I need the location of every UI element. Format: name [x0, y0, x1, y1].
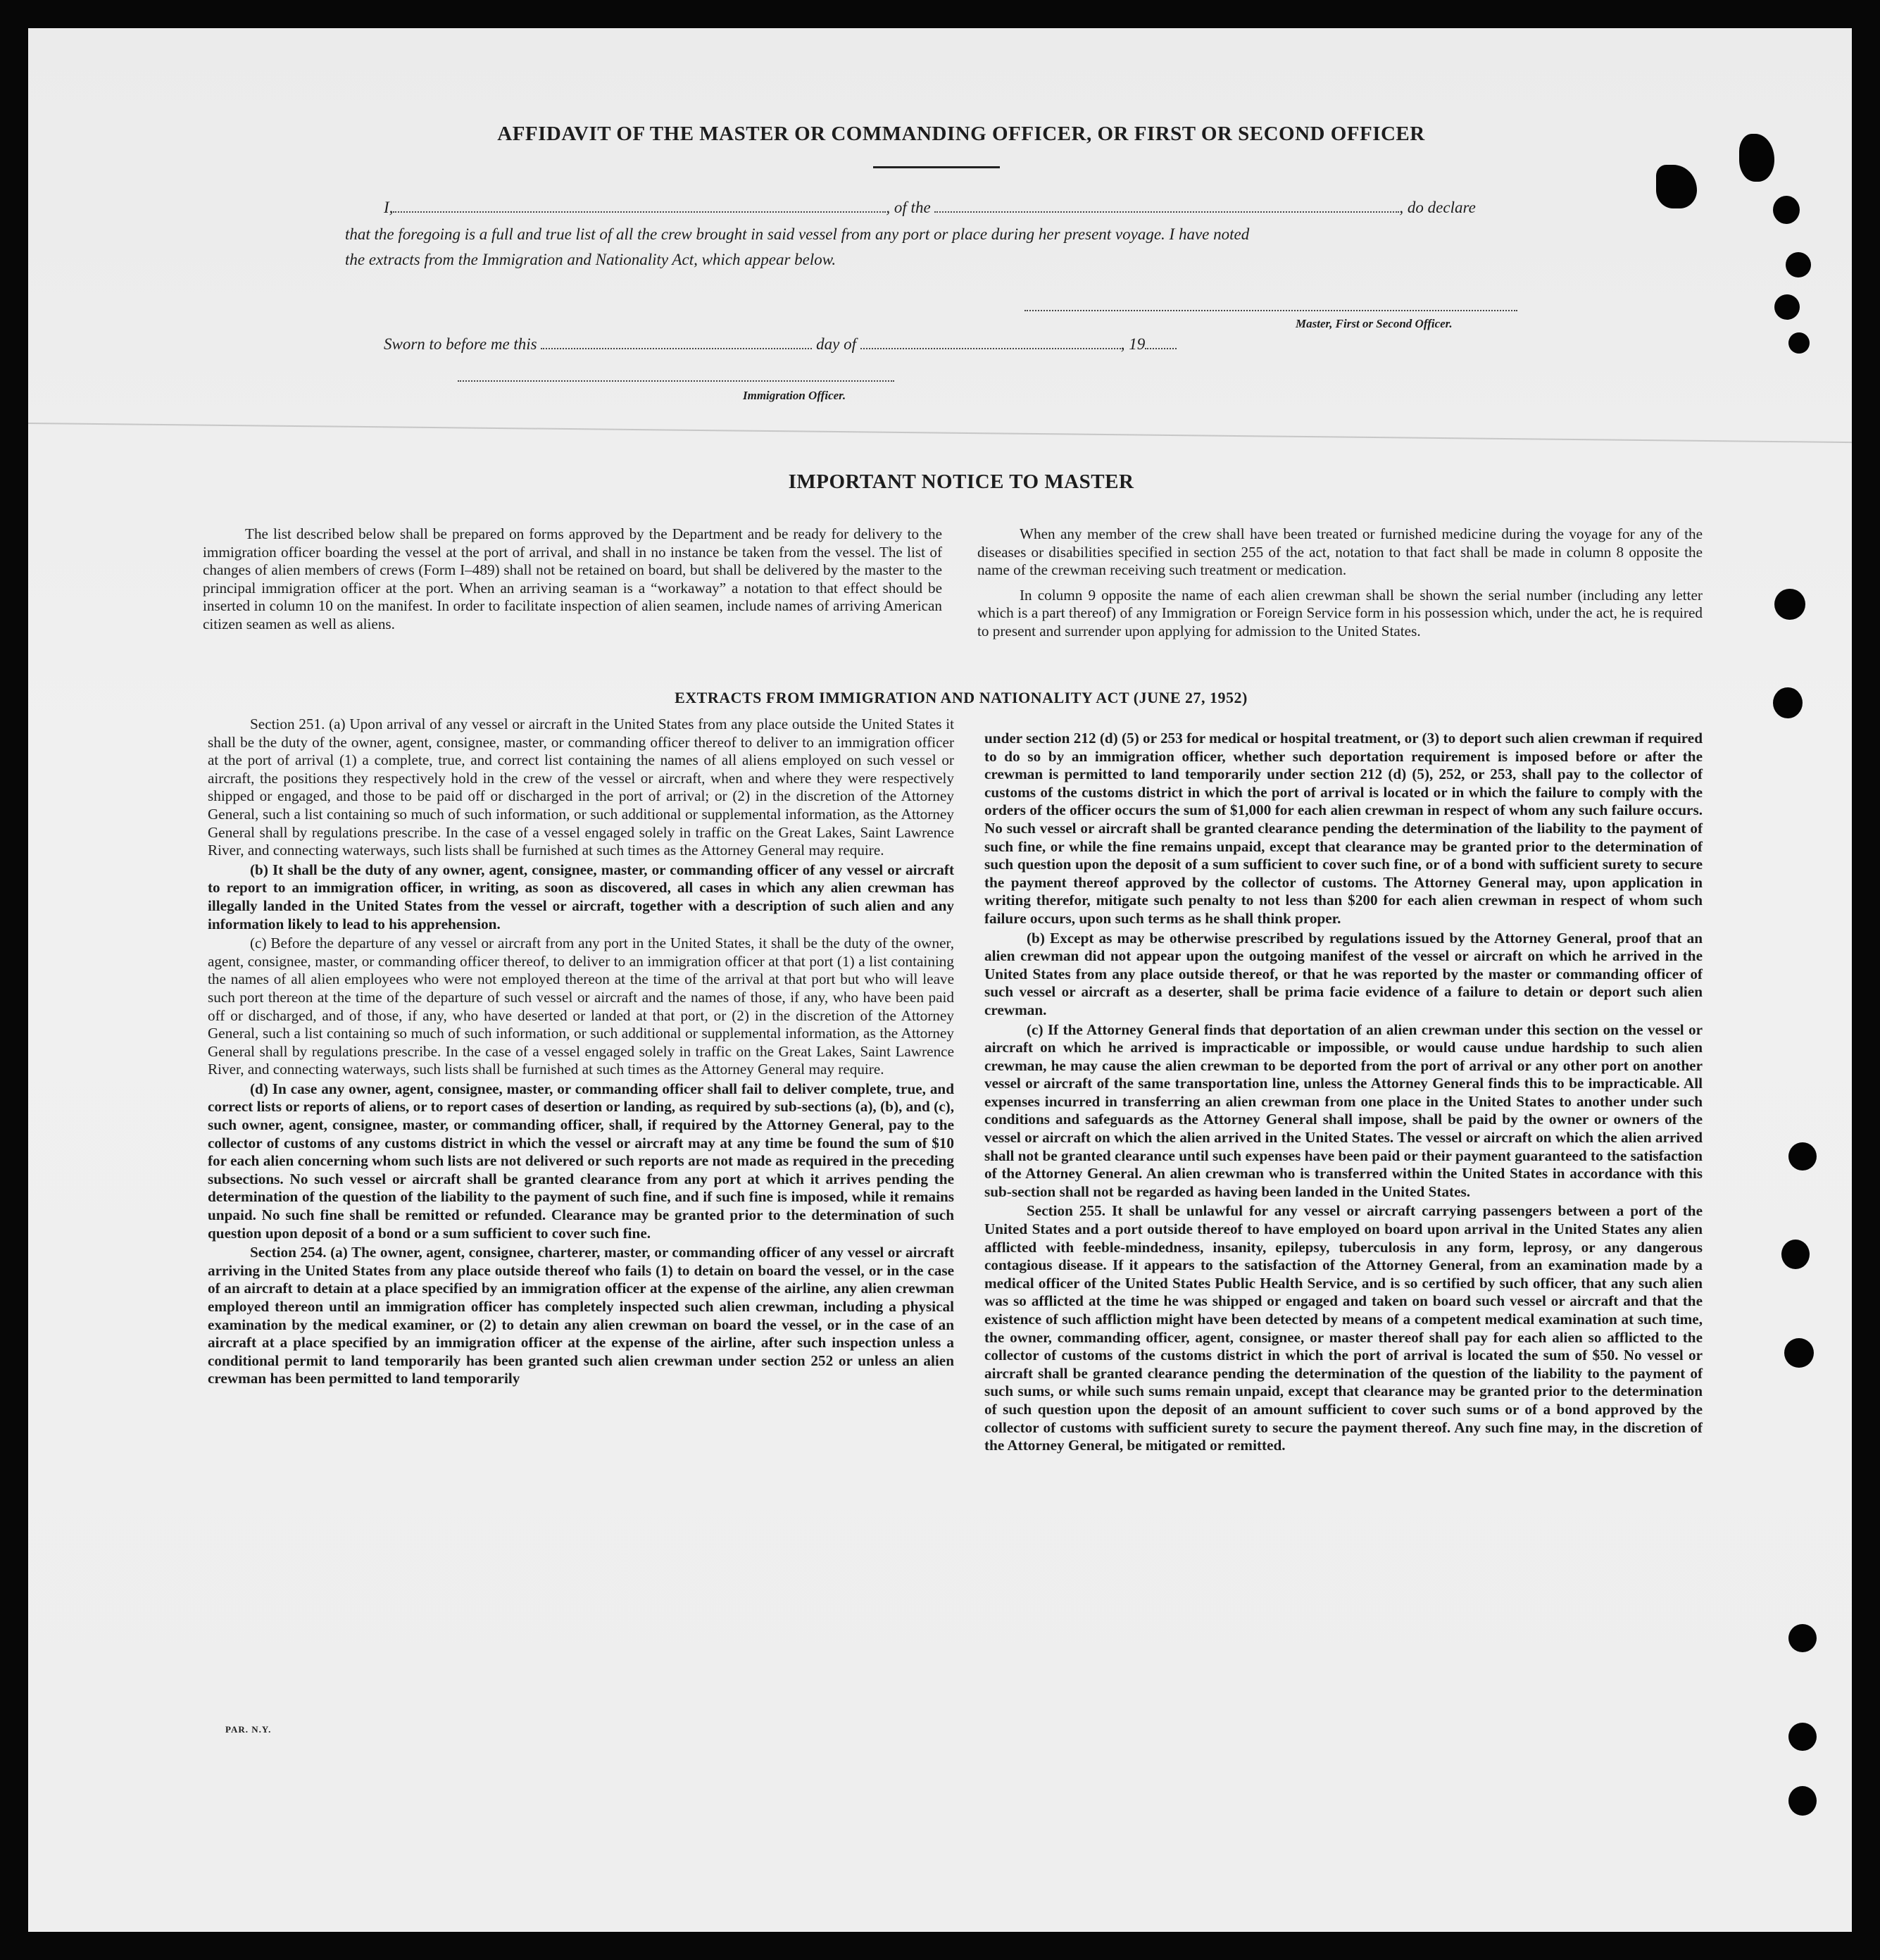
extracts-right-column: [984, 730, 1703, 1456]
notice-right-paragraph-2: In column 9 opposite the name of each alien crewman shall be shown the serial number (including any letter which is a part thereof) of any Immigration or Foreign Service form in his possession which, under the act, he is required to present and surrender upon applying for admission to the United States.: [977, 586, 1703, 639]
title-underline: [873, 166, 1000, 168]
notice-left-column: [203, 525, 942, 635]
section-254-c: (c) If the Attorney General finds that deportation of an alien crewman under this section on the vessel or aircraft on which he arrived is impracticable or impossible, or would cause undue hardship to such alien crewman, he may cause the alien crewman to be deported from the port of arrival or any other port on another vessel or aircraft of the same transportation line, unless the Attorney General finds this to be impracticable. All expenses incurred in transferring an alien crewman from one place in the United States to another under such conditions and safeguards as the Attorney General shall impose, shall be paid by the owner or owners of the vessel or aircraft on which the alien arrived in the United States. The vessel or aircraft on which the alien arrived shall not be granted clearance until such expenses have been paid or their payment guaranteed to the satisfaction of the Attorney General. An alien crewman who is transferred within the United States in accordance with this sub-section shall not be regarded as having been landed in the United States.: [984, 1020, 1703, 1200]
notice-title: IMPORTANT NOTICE TO MASTER: [788, 470, 1134, 493]
section-254-b: (b) Except as may be otherwise prescribed by regulations issued by the Attorney General, proof that an alien crewman did not appear upon the outgoing manifest of the vessel or aircraft on which he arrived in the United States from any place outside thereof, or that he was reported by the master or commanding officer of such vessel or aircraft as a deserter, shall be prima facie evidence of a failure to detain or deport such alien crewman.: [984, 929, 1703, 1018]
notice-right-column: [977, 525, 1703, 648]
punch-hole-8: [1773, 687, 1803, 718]
notice-right-paragraph-1: When any member of the crew shall have been treated or furnished medicine during the voyage for any of the diseases or disabilities specified in section 255 of the act, notation to that fact shall be made in column 8 opposite the name of the crewman receiving such treatment or medication.: [977, 525, 1703, 579]
document-page: [28, 28, 1852, 1932]
affidavit-line-3: the extracts from the Immigration and Nationality Act, which appear below.: [345, 251, 836, 268]
name-blank: [393, 199, 886, 213]
punch-hole-11: [1784, 1338, 1814, 1368]
punch-hole-5: [1774, 294, 1800, 320]
punch-hole-3: [1773, 196, 1800, 224]
section-251-a: Section 251. (a) Upon arrival of any vessel or aircraft in the United States from any place outside the United States it shall be the duty of the owner, agent, consignee, master, or commanding officer thereof to deliver to an immigration officer at the port of arrival (1) a complete, true, and correct list containing the names of all aliens employed on such vessel or aircraft, the positions they respectively hold in the crew of the vessel or aircraft, when and where they were respectively shipped or engaged, and those to be paid off or discharged in the port of arrival; or (2) in the discretion of the Attorney General, such a list containing so much of such information, or such additional or supplemental information, as the Attorney General shall by regulations prescribe. In the case of a vessel engaged solely in traffic on the Great Lakes, Saint Lawrence River, and connecting waterways, such lists shall be furnished at such times as the Attorney General may require.: [208, 716, 954, 859]
affidavit-declare: , do declare: [1399, 199, 1476, 216]
section-255: Section 255. It shall be unlawful for any vessel or aircraft carrying passengers between a port of the United States and a port outside thereof to have employed on board upon arrival in the United States any alien afflicted with feeble-mindedness, insanity, epilepsy, tuberculosis in any form, leprosy, or any dangerous contagious disease. If it appears to the satisfaction of the Attorney General, from an examination made by a medical officer of the United States Public Health Service, and is so certified by such officer, that any such alien was so afflicted at the time he was shipped or engaged and taken on board such vessel or aircraft and that the existence of such affliction might have been detected by means of a competent medical examination at such time, the owner, commanding officer, agent, consignee, or master thereof shall pay for each alien so afflicted to the collector of customs of the customs district in which the port of arrival is located the sum of $50. No vessel or aircraft shall be granted clearance pending the determination of the question of the liability to the payment of such sums, or while such sums remain unpaid, except that clearance may be granted prior to the determination of such question upon the deposit of an amount sufficient to cover such sums or of a bond approved by the collector of customs with sufficient surety to secure the payment thereof. Any such fine may, in the discretion of the Attorney General, be mitigated or remitted.: [984, 1202, 1703, 1454]
day-of-text: day of: [816, 335, 856, 353]
master-label: Master, First or Second Officer.: [1296, 317, 1453, 330]
punch-hole-4: [1786, 252, 1811, 277]
punch-hole-10: [1781, 1240, 1810, 1269]
year-text: , 19: [1120, 335, 1146, 353]
section-251-b: (b) It shall be the duty of any owner, agent, consignee, master, or commanding officer of any vessel or aircraft to report to an immigration officer, in writing, as soon as discovered, all cases in which any alien crewman has illegally landed in the United States from the vessel or aircraft, together with a description of such alien and any information likely to lead to his apprehension.: [208, 861, 954, 932]
punch-hole-9: [1788, 1142, 1817, 1171]
extracts-left-column: [208, 716, 954, 1390]
paper-crease: [28, 423, 1852, 443]
section-251-d: (d) In case any owner, agent, consignee, master, or commanding officer shall fail to deliver complete, true, and correct lists or reports of aliens, or to report cases of desertion or landing, as required by sub-sections (a), (b), and (c), such owner, agent, consignee, master, or commanding officer, shall, if required by the Attorney General, pay to the collector of customs of any customs district in which the vessel or aircraft may at any time be found the sum of $10 for each alien concerning whom such lists are not delivered or such reports are not made as required in the preceding subsections. No such vessel or aircraft shall be granted clearance from any port at which it arrives pending the determination of the question of the liability to the payment of such fine, and if such fine is imposed, while it remains unpaid. No such fine shall be remitted or refunded. Clearance may be granted prior to the determination of such question upon deposit of a bond or a sum sufficient to cover such fine.: [208, 1080, 954, 1242]
section-254-a: Section 254. (a) The owner, agent, consignee, charterer, master, or commanding officer of any vessel or aircraft arriving in the United States from any place outside thereof who fails (1) to detain on board the vessel, or in the case of an aircraft to detain at a place specified by an immigration officer at the expense of the airline, any alien crewman employed thereon until an immigration officer has completely inspected such alien crewman, including a physical examination by the medical examiner, or (2) to detain any alien crewman on board the vessel, or in the case of an aircraft at a place specified by an immigration officer at the expense of the airline, after such inspection unless a conditional permit to land temporarily has been granted such alien crewman under section 252 or unless an alien crewman has been permitted to land temporarily: [208, 1244, 954, 1387]
master-signature-line: [1024, 310, 1517, 311]
affidavit-line-2: that the foregoing is a full and true list of all the crew brought in said vessel from any port or place during her present voyage. I have noted: [345, 225, 1250, 243]
extracts-title: EXTRACTS FROM IMMIGRATION AND NATIONALITY ACT (JUNE 27, 1952): [675, 689, 1248, 706]
punch-hole-14: [1788, 1786, 1817, 1816]
sworn-text: Sworn to before me this: [384, 335, 537, 353]
affidavit-of-the: , of the: [886, 199, 931, 216]
sworn-line: [384, 335, 1177, 354]
punch-hole-12: [1788, 1624, 1817, 1652]
sworn-day-blank: [541, 335, 812, 349]
printer-mark: PAR. N.Y.: [225, 1724, 272, 1735]
immigration-officer-label: Immigration Officer.: [743, 389, 846, 402]
punch-hole-6: [1788, 332, 1810, 354]
affidavit-title: AFFIDAVIT OF THE MASTER OR COMMANDING OFFICER, OR FIRST OR SECOND OFFICER: [497, 123, 1425, 145]
section-251-c: (c) Before the departure of any vessel or aircraft from any port in the United States, it shall be the duty of the owner, agent, consignee, master, or commanding officer thereof, to deliver to an immigration officer at that port (1) a list containing the names of all alien employees who were not employed thereon at the time of the arrival at that port but who will leave such port thereon at the time of the departure of such vessel or aircraft and the names of those, if any, who have been paid off or discharged, and of those, if any, who have deserted or landed at that port, or (2) in the discretion of the Attorney General, such a list containing so much of such information, or such additional or supplemental information, as the Attorney General shall by regulations prescribe. In the case of a vessel engaged solely in traffic on the Great Lakes, Saint Lawrence River, and connecting waterways, such lists shall be furnished at such times as the Attorney General may require.: [208, 935, 954, 1078]
vessel-blank: [934, 199, 1399, 213]
affidavit-i: I,: [384, 199, 394, 216]
punch-hole-7: [1774, 589, 1805, 620]
notice-left-paragraph: The list described below shall be prepared on forms approved by the Department and be ready for delivery to the immigration officer boarding the vessel at the port of arrival, and shall in no instance be taken from the vessel. The list of changes of alien members of crews (Form I–489) shall not be retained on board, but shall be delivered by the master to the principal immigration officer at the port. When an arriving seaman is a “workaway” a notation to that effect should be inserted in column 10 on the manifest. In order to facilitate inspection of alien seamen, include names of arriving American citizen seamen as well as aliens.: [203, 525, 942, 632]
year-blank: [1145, 335, 1177, 349]
punch-hole-13: [1788, 1723, 1817, 1751]
section-254-a-continued: under section 212 (d) (5) or 253 for medical or hospital treatment, or (3) to deport such alien crewman if required to do so by an immigration officer, whether such deportation requirement is imposed before or after the crewman is permitted to land temporarily under section 212 (d) (5), 252, or 253, shall pay to the collector of customs of the customs district in which the port of arrival is located or in which the failure to comply with the orders of the officer occurs the sum of $1,000 for each alien crewman in respect of whom any such failure occurs. No such vessel or aircraft shall be granted clearance pending the determination of the liability to the payment of such fine, or while the fine remains unpaid, except that clearance may be granted prior to the determination of such question upon the deposit of a sum sufficient to cover such fine, or of a bond with sufficient surety to secure the payment thereof approved by the collector of customs. The Attorney General may, upon application in writing therefor, mitigate such penalty to not less than $200 for each alien crewman in respect of whom such failure occurs, upon such terms as he shall think proper.: [984, 730, 1703, 927]
officer-signature-line: [458, 380, 894, 382]
sworn-month-blank: [860, 335, 1121, 349]
affidavit-line-1: [384, 199, 1476, 217]
